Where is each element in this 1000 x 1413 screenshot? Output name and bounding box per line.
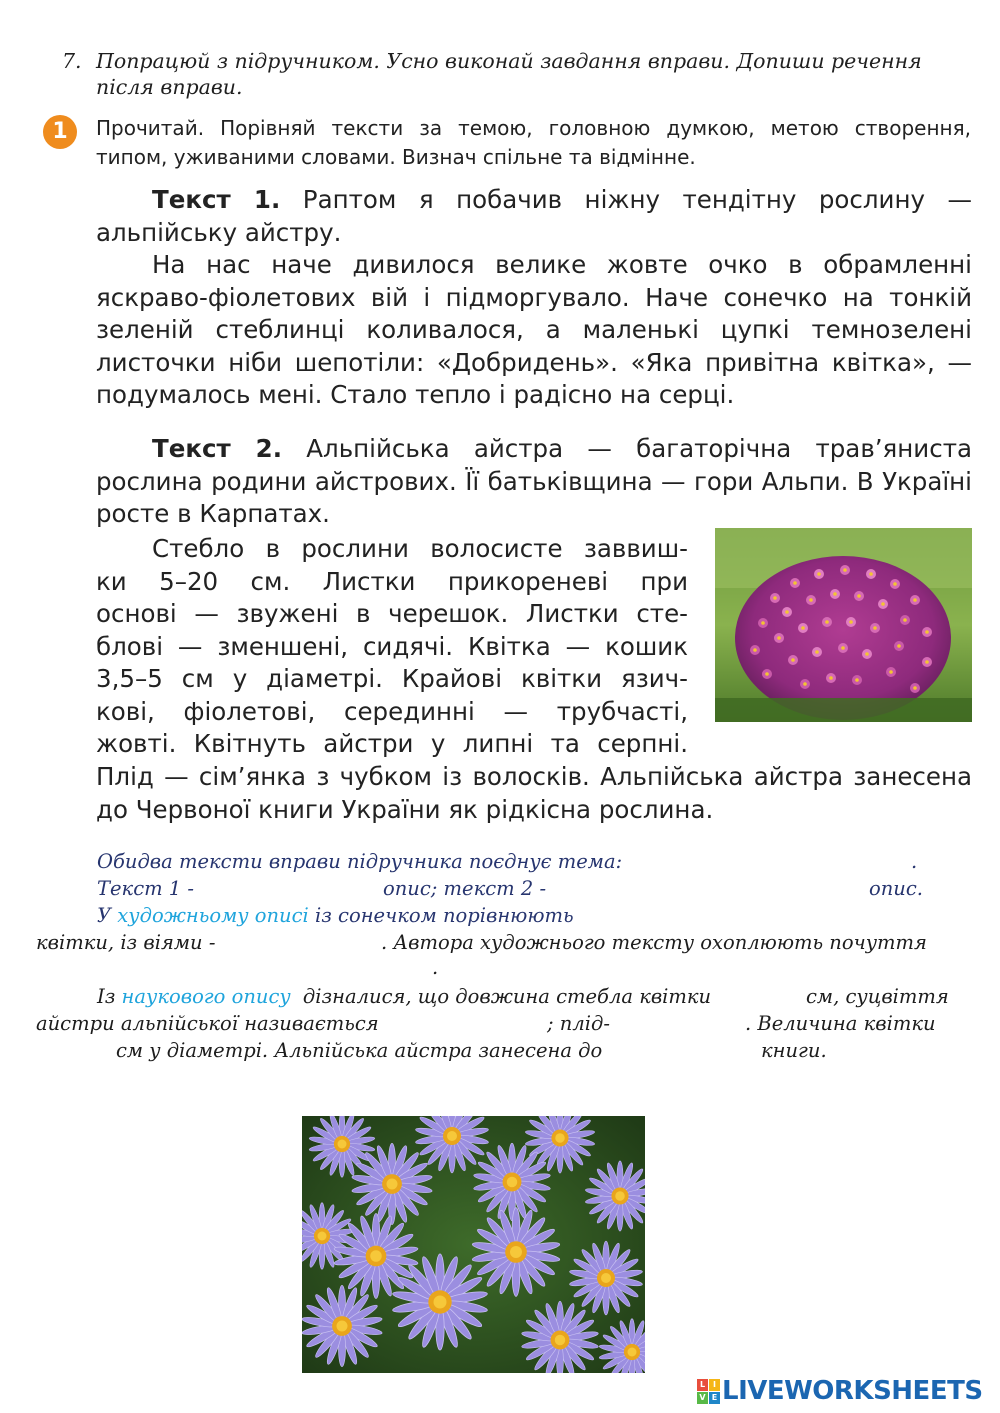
logo-cube: L <box>697 1379 708 1391</box>
worksheet-art-line <box>97 903 574 929</box>
worksheet-theme-end: . <box>911 850 918 873</box>
worksheet-sci-highlight: наукового опису <box>121 985 291 1008</box>
worksheet-feelings-line: . Автора художнього тексту охоплюють почуття <box>381 931 927 954</box>
text-1-block <box>96 184 972 412</box>
worksheet-feelings-end: . <box>432 956 439 979</box>
worksheet-size-label: . Величина квітки <box>745 1012 936 1035</box>
text-2-tail: Плід — сім’янка з чубком із волосків. Альпійська айстра занесена до Червоної книги України як рідкісна рослина. <box>96 762 972 824</box>
liveworksheets-logo <box>697 1376 983 1406</box>
worksheet-redbook-line: см у діаметрі. Альпійська айстра занесена до <box>116 1039 603 1062</box>
worksheet-lashes-label: квітки, із віями - <box>36 931 216 954</box>
worksheet-text2-type: опис. <box>869 877 923 900</box>
text-1-lead-text: Раптом я побачив ніжну тендітну рослину — альпійську айстру. <box>96 185 972 247</box>
task-number: 7. <box>62 49 82 73</box>
text-2-wrapped-paragraph <box>96 533 688 761</box>
text-2-wrap-line: кові, фіолетові, серединні — трубчасті, <box>96 696 688 726</box>
text-2-label: Текст 2. <box>152 434 283 463</box>
worksheet-sci-line <box>97 984 711 1010</box>
text-2-wrap-line: блові — зменшені, сидячі. Квітка — кошик <box>96 631 688 661</box>
text-2-wrap-line: ки 5–20 см. Листки прикореневі при <box>96 566 688 596</box>
worksheet-art-prefix: У <box>97 904 112 927</box>
text-2-wrap-line: 3,5–5 см у діаметрі. Крайові квітки язич- <box>96 664 688 693</box>
exercise-instruction: Прочитай. Порівняй тексти за темою, головною думкою, метою створення, типом, уживаними словами. Визнач спільне та відмінне. <box>96 116 971 169</box>
worksheet-fruit-label: ; плід- <box>547 1012 610 1035</box>
logo-cube: I <box>709 1379 720 1391</box>
logo-cube: V <box>697 1392 708 1404</box>
text-2-lead <box>96 433 972 531</box>
text-2-lead-text: Альпійська айстра — багаторічна трав’яниста рослина родини айстрових. Її батьківщина — гори Альпи. В Україні росте в Карпатах. <box>96 434 972 528</box>
worksheet-inflorescence-label: айстри альпійської називається <box>36 1012 379 1035</box>
text-1-lead <box>96 184 972 249</box>
logo-cubes-icon <box>697 1379 719 1403</box>
task-text: Попрацюй з підручником. Усно виконай завдання вправи. Допиши речення після вправи. <box>96 49 922 99</box>
text-2-wrap-line: Стебло в рослини волосисте заввиш- <box>152 534 688 563</box>
text-2-wrap-line: жовті. Квітнуть айстри у липні та серпні. <box>96 729 688 758</box>
worksheet-art-highlight: художньому описі <box>117 904 309 927</box>
worksheet-theme-line: Обидва тексти вправи підручника поєднує тема: <box>97 850 623 873</box>
aster-bush-photo <box>715 528 972 722</box>
logo-wordmark: LIVEWORKSHEETS <box>722 1376 983 1406</box>
text-1-label: Текст 1. <box>152 185 281 214</box>
exercise-number-badge: 1 <box>43 115 77 149</box>
worksheet-redbook-end: книги. <box>761 1039 827 1062</box>
aster-flowers-photo <box>302 1116 645 1373</box>
worksheet-art-suffix: із сонечком порівнюють <box>314 904 574 927</box>
worksheet-sci-suffix: дізналися, що довжина стебла квітки <box>302 985 712 1008</box>
text-1-body: На нас наче дивилося велике жовте очко в обрамленні яскраво-фіолетових вій і підморгувало. Наче сонечко на тонкій зеленій стеблинці коливалося, а маленькі цупкі темнозелені листочки ніби шепотіли: «Добридень». «Яка привітна квітка», — подумалось мені. Стало тепло і радісно на серці. <box>96 250 972 409</box>
worksheet-text1-type: опис; текст 2 - <box>383 877 547 900</box>
text-2-wrap-line: основі — звужені в черешок. Листки сте- <box>96 599 688 628</box>
worksheet-stem-unit: см, суцвіття <box>806 985 949 1008</box>
worksheet-text1-label: Текст 1 - <box>97 877 194 900</box>
logo-cube: E <box>709 1392 720 1404</box>
worksheet-sci-prefix: Із <box>97 985 116 1008</box>
text-2-block <box>96 433 972 531</box>
